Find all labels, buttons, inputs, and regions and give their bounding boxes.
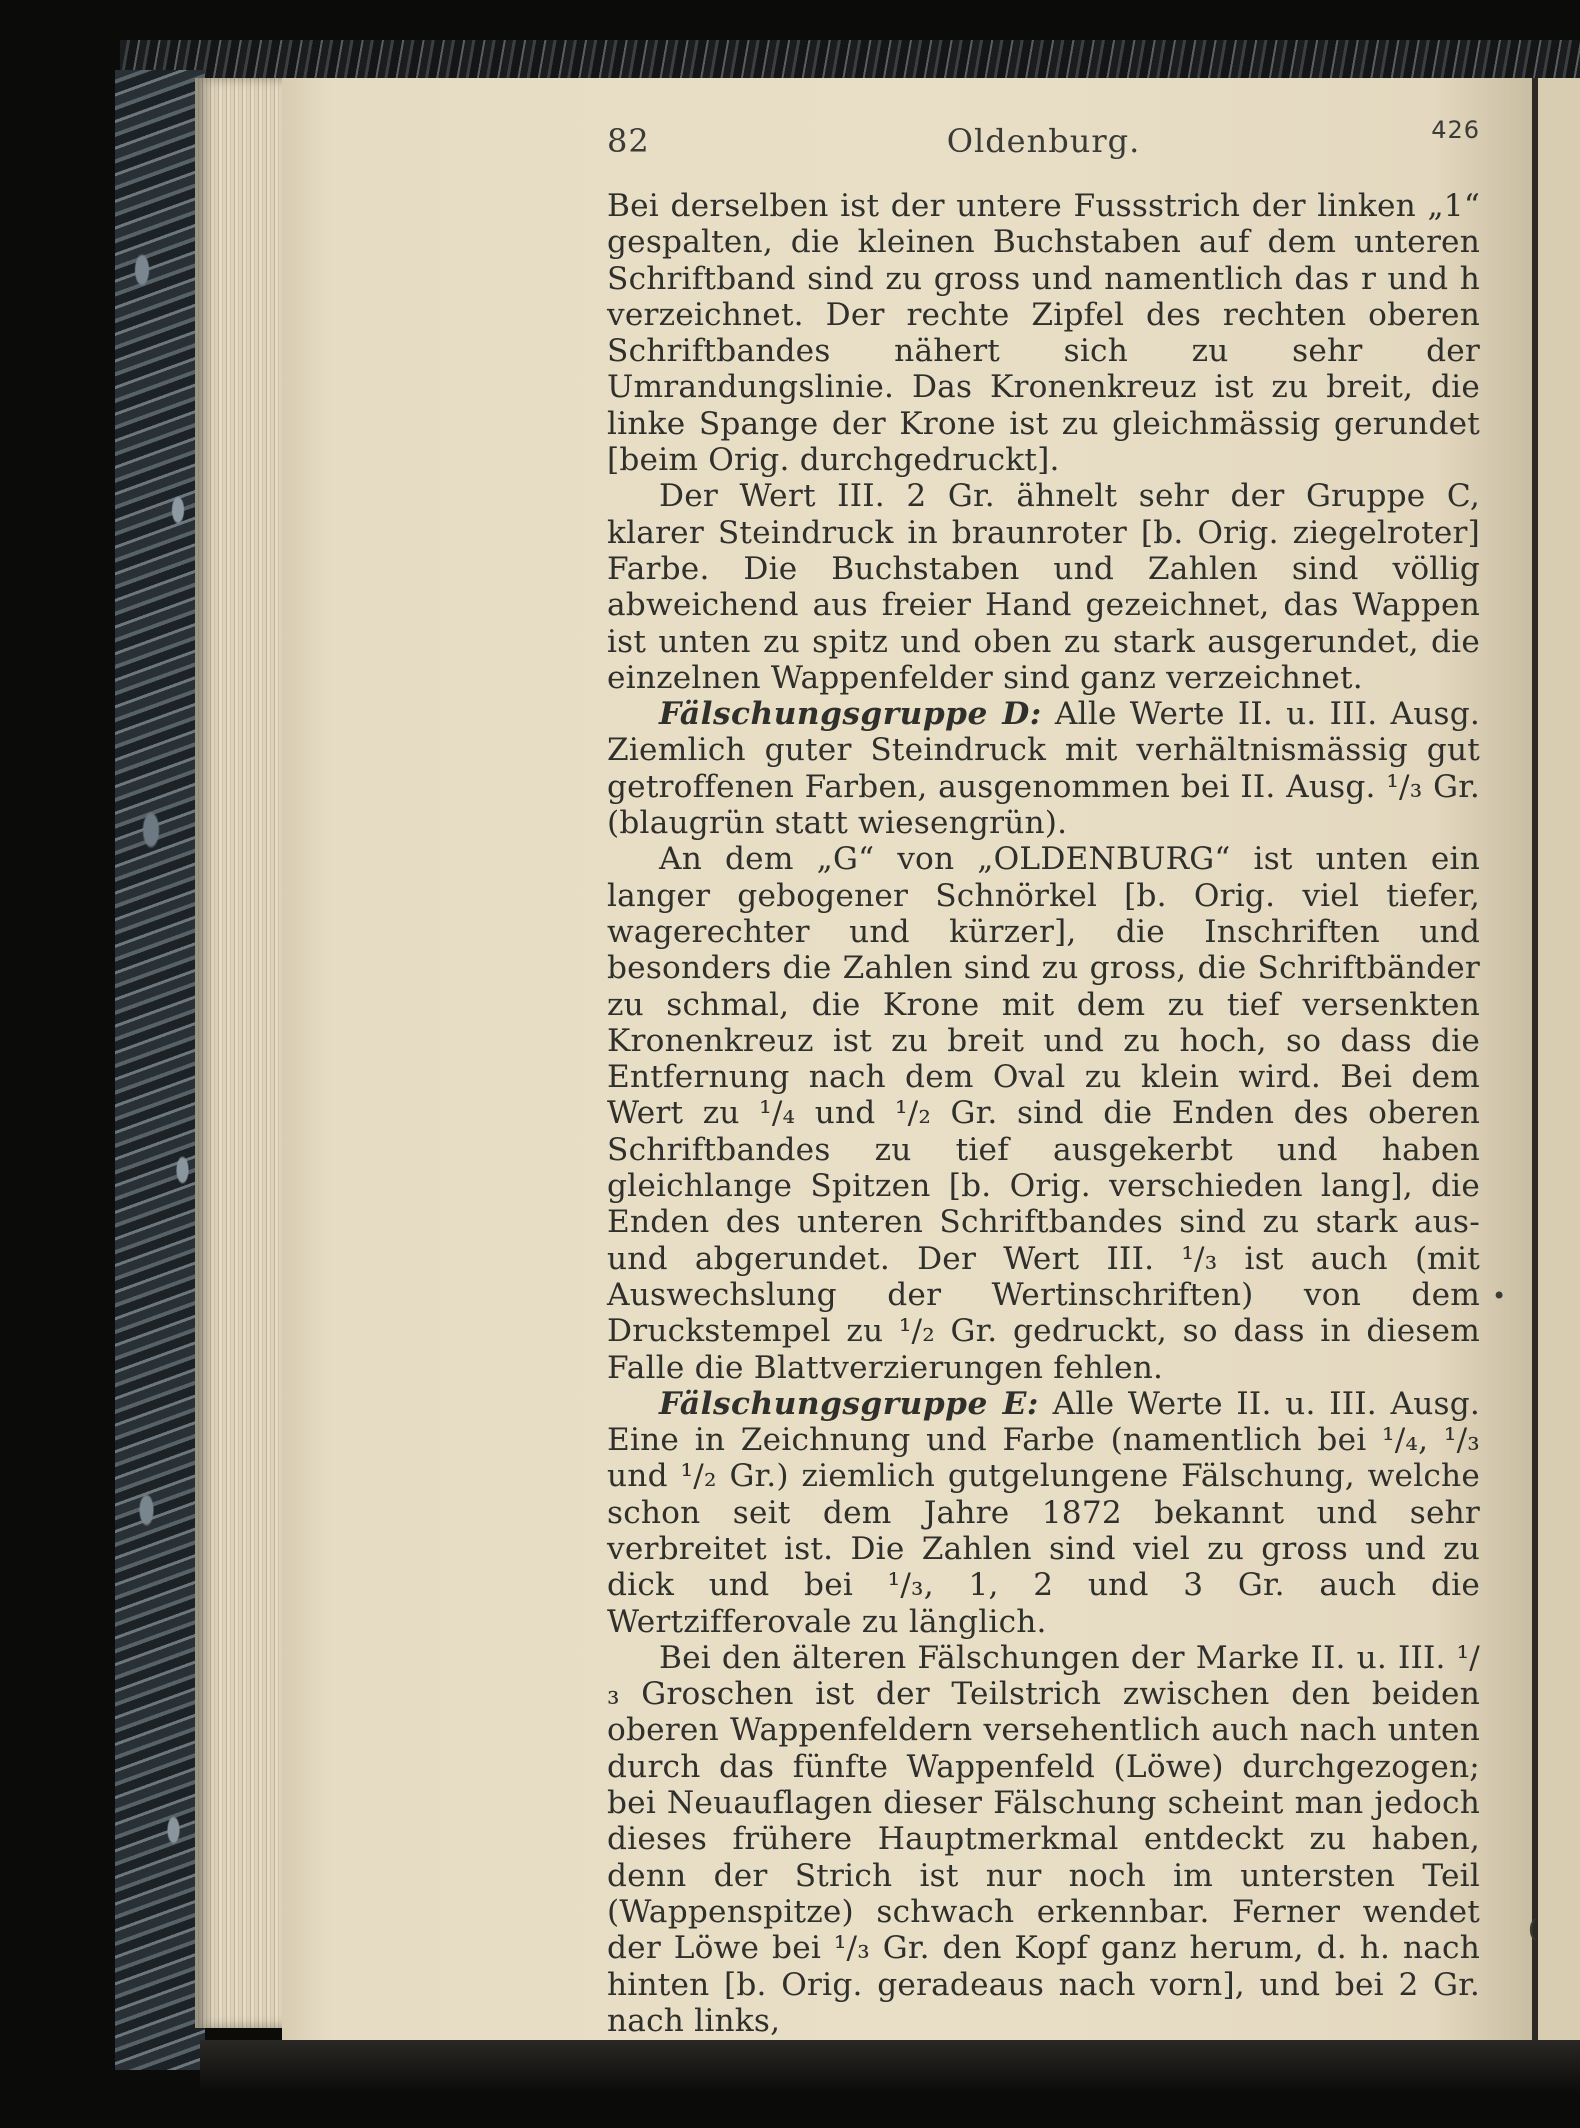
section-heading: Fälschungsgruppe D: [659, 696, 1042, 733]
bottom-shadow [200, 2040, 1580, 2128]
page-header [607, 116, 1480, 170]
section-e [607, 1386, 1480, 1640]
section-heading: Fälschungsgruppe E: [659, 1385, 1039, 1422]
section-lead: Alle Werte II. u. III. Ausg. Eine in Zeichnung und Farbe (namentlich bei ¹/₄, ¹/₃ und ¹/₂ Gr.) ziemlich gutgelungene Fälschung, welche schon seit dem Jahre 1872 bekannt und sehr verbreitet ist. Die Zahlen sind viel zu gross und zu dick und bei ¹/₃, 1, 2 und 3 Gr. auch die Wertzifferovale zu länglich. [607, 1385, 1480, 1640]
paragraph: Der Wert III. 2 Gr. ähnelt sehr der Gruppe C, klarer Steindruck in braunroter [b. Orig. ziegelroter] Farbe. Die Buchstaben und Zahlen sind völlig abweichend aus freier Hand gezeichnet, das Wappen ist unten zu spitz und oben zu stark ausgerundet, die einzelnen Wappenfelder sind ganz verzeichnet. [607, 478, 1480, 696]
section-lead: Alle Werte II. u. III. Ausg. Ziemlich guter Steindruck mit verhältnismässig gut getroffenen Farben, ausgenommen bei II. Ausg. ¹/₃ Gr. (blaugrün statt wiesengrün). [607, 696, 1480, 842]
marbled-cover [115, 70, 205, 2070]
margin-dot: • [1492, 1282, 1507, 1310]
page-number: 82 [607, 122, 650, 160]
paragraph: An dem „G“ von „OLDENBURG“ ist unten ein langer gebogener Schnörkel [b. Orig. viel tiefer, wagerechter und kürzer], die Inschriften und besonders die Zahlen sind zu gross, die Schriftbänder zu schmal, die Krone mit dem zu tief versenkten Kronenkreuz ist zu breit und zu hoch, so dass die Entfernung nach dem Oval zu klein wird. Bei dem Wert zu ¹/₄ und ¹/₂ Gr. sind die Enden des oberen Schriftbandes zu tief ausgekerbt und haben gleichlange Spitzen [b. Orig. verschieden lang], die Enden des unteren Schriftbandes sind zu stark aus- und abgerundet. Der Wert III. ¹/₃ ist auch (mit Auswechslung der Wertinschriften) von dem Druckstempel zu ¹/₂ Gr. gedruckt, so dass in diesem Falle die Blattverzierungen fehlen. [607, 841, 1480, 1386]
section-d [607, 696, 1480, 841]
page-edges [195, 78, 285, 2028]
running-title: Oldenburg. [946, 122, 1141, 160]
page-body [607, 188, 1480, 2039]
facing-page-edge [1532, 78, 1580, 2046]
folio-number: 426 [1431, 116, 1480, 144]
margin-bracket: ( [1528, 1915, 1538, 1943]
book-top-edge [120, 40, 1580, 78]
paragraph: Bei den älteren Fälschungen der Marke II. u. III. ¹/₃ Groschen ist der Teilstrich zwischen den beiden oberen Wappenfeldern versehentlich auch nach unten durch das fünfte Wappenfeld (Löwe) durchgezogen; bei Neuauflagen dieser Fälschung scheint man jedoch dieses frühere Hauptmerkmal entdeckt zu haben, denn der Strich ist nur noch im untersten Teil (Wappenspitze) schwach erkennbar. Ferner wendet der Löwe bei ¹/₃ Gr. den Kopf ganz herum, d. h. nach hinten [b. Orig. geradeaus nach vorn], und bei 2 Gr. nach links, [607, 1639, 1480, 2039]
paragraph: Bei derselben ist der untere Fussstrich der linken „1“ gespalten, die kleinen Buchstaben auf dem unteren Schriftband sind zu gross und namentlich das r und h verzeichnet. Der rechte Zipfel des rechten oberen Schriftbandes nähert sich zu sehr der Umrandungslinie. Das Kronenkreuz ist zu breit, die linke Spange der Krone ist zu gleichmässig gerundet [beim Orig. durchgedruckt]. [607, 188, 1480, 479]
